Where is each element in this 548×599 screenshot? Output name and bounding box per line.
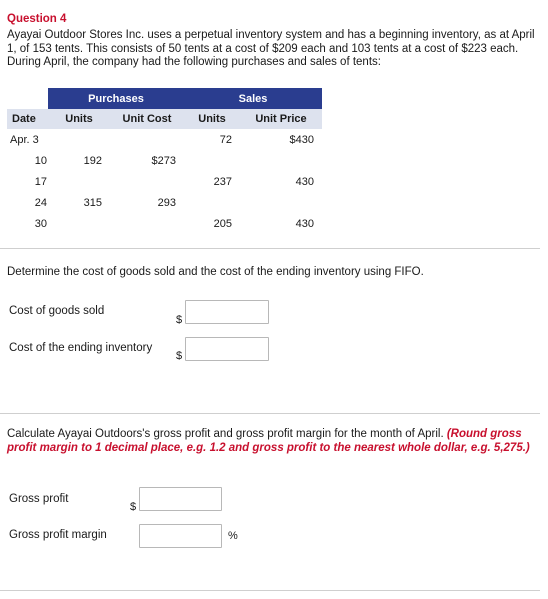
cell-sales-units (184, 150, 240, 171)
cogs-currency: $ (176, 314, 183, 326)
cell-date: 30 (34, 217, 47, 230)
cell-unit-price: $430 (289, 133, 314, 146)
cell-sales-units: 237 (213, 175, 232, 188)
cell-sales-units: 205 (213, 217, 232, 230)
cell-sales-units (184, 192, 240, 213)
cell-purchase-units: 315 (83, 196, 102, 209)
ending-inventory-currency: $ (176, 350, 183, 362)
divider (0, 248, 540, 249)
gross-profit-instruction-text: Calculate Ayayai Outdoors's gross profit and gross profit margin for the month of April. (7, 428, 444, 440)
table-row (7, 150, 322, 171)
fifo-instruction: Determine the cost of goods sold and the cost of the ending inventory using FIFO. (7, 266, 424, 278)
cell-unit-cost: $273 (151, 154, 176, 167)
ending-inventory-input[interactable] (185, 337, 269, 361)
rounding-note: (Round gross profit margin to 1 decimal place, e.g. 1.2 and gross profit to the nearest whole dollar, e.g. 5,275.) (7, 428, 530, 454)
cell-unit-cost (110, 213, 184, 234)
question-title: Question 4 (7, 13, 67, 25)
question-text: Ayayai Outdoor Stores Inc. uses a perpetual inventory system and has a beginning inventory, as at April 1, of 153 tents. This consists of 50 tents at a cost of $209 each and 103 tents at a cost of $223 each. During April, the company had the following purchases and sales of tents: (7, 29, 535, 68)
cell-date: Apr. 3 (10, 133, 39, 146)
sales-group-header: Sales (184, 88, 322, 109)
gross-profit-margin-label: Gross profit margin (9, 529, 107, 541)
table-row (7, 129, 322, 150)
col-header-unit-price: Unit Price (240, 109, 322, 129)
cogs-input[interactable] (185, 300, 269, 324)
table-row (7, 192, 322, 213)
gross-profit-currency: $ (130, 501, 137, 513)
col-header-unit-cost: Unit Cost (110, 109, 184, 129)
cell-unit-price: 430 (295, 217, 314, 230)
gross-profit-instruction (7, 428, 537, 455)
gross-profit-margin-input[interactable] (139, 524, 222, 548)
col-header-date: Date (7, 109, 48, 129)
cell-purchase-units (48, 213, 110, 234)
table-row (7, 213, 322, 234)
purchases-group-header: Purchases (48, 88, 184, 109)
divider (0, 413, 540, 414)
cell-purchase-units: 192 (83, 154, 102, 167)
cell-purchase-units (48, 129, 110, 150)
col-header-sales-units: Units (184, 109, 240, 129)
cell-sales-units: 72 (219, 133, 232, 146)
cogs-label: Cost of goods sold (9, 305, 105, 317)
inventory-table (7, 88, 322, 234)
cell-unit-cost: 293 (157, 196, 176, 209)
cell-purchase-units (48, 171, 110, 192)
cell-unit-price: 430 (295, 175, 314, 188)
divider (0, 590, 540, 591)
cell-date: 17 (34, 175, 47, 188)
ending-inventory-label: Cost of the ending inventory (9, 342, 153, 354)
percent-sign: % (228, 530, 238, 542)
cell-date: 24 (34, 196, 47, 209)
gross-profit-input[interactable] (139, 487, 222, 511)
cell-unit-price (240, 150, 322, 171)
cell-unit-cost (110, 171, 184, 192)
gross-profit-label: Gross profit (9, 493, 69, 505)
col-header-purchase-units: Units (48, 109, 110, 129)
table-row (7, 171, 322, 192)
cell-unit-price (240, 192, 322, 213)
cell-date: 10 (34, 154, 47, 167)
cell-unit-cost (110, 129, 184, 150)
